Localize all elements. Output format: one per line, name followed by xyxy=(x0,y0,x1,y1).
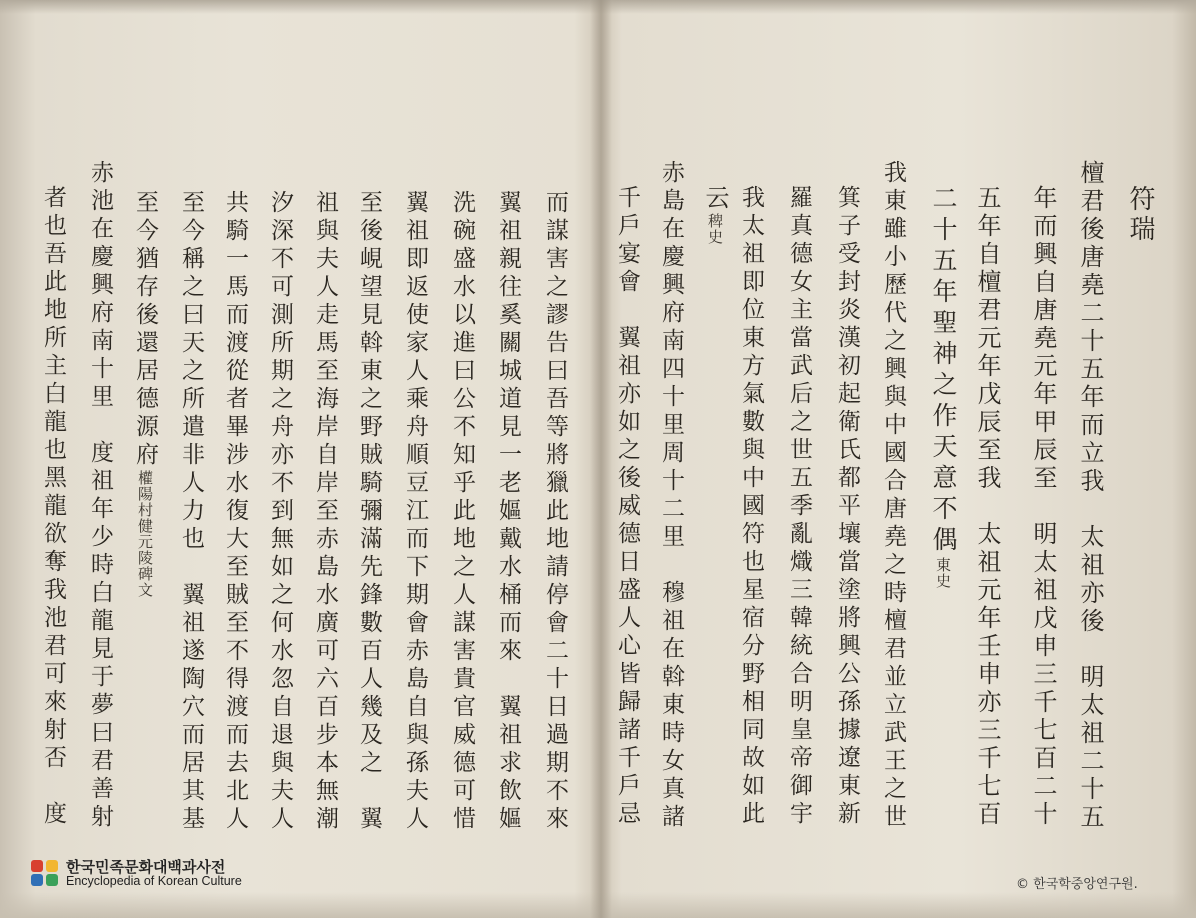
text-column: 至今猶存後還居德源府權陽村健元陵碑文 xyxy=(132,190,158,598)
text-column: 箕子受封炎漢初起衛氏都平壤當塗將興公孫據遼東新 xyxy=(834,185,860,829)
text-column: 者也吾此地所主白龍也黑龍欲奪我池君可來射否 度 xyxy=(40,185,66,829)
right-page xyxy=(600,0,1196,918)
text-column: 檀君後唐堯二十五年而立我 太祖亦後 明太祖二十五 xyxy=(1076,160,1104,832)
left-page xyxy=(0,0,596,918)
copyright-notice: © 한국학중앙연구원. xyxy=(1016,877,1138,892)
encyclopedia-logo-icon xyxy=(30,858,60,888)
text-column: 汐深不可測所期之舟亦不到無如之何水忽自退與夫人 xyxy=(267,190,293,834)
text-column: 羅真德女主當武后之世五季亂熾三韓統合明皇帝御宇 xyxy=(786,185,812,829)
source-note: 東史 xyxy=(934,557,952,589)
text-column: 祖與夫人走馬至海岸自岸至赤島水廣可六百步本無潮 xyxy=(312,190,338,834)
source-note: 稗史 xyxy=(706,213,724,245)
text-column: 二十五年聖神之作天意不偶東史 xyxy=(929,185,958,589)
text-column: 我東雖小歷代之興與中國合唐堯之時檀君並立武王之世 xyxy=(880,160,906,832)
text-column: 赤島在慶興府南四十里周十二里 穆祖在斡東時女真諸 xyxy=(658,160,684,832)
text-column: 共騎一馬而渡從者畢涉水復大至賊至不得渡而去北人 xyxy=(222,190,248,834)
logo-english-text: Encyclopedia of Korean Culture xyxy=(66,874,242,888)
page-heading: 符瑞 xyxy=(1125,185,1155,245)
text-column: 赤池在慶興府南十里 度祖年少時白龍見于夢曰君善射 xyxy=(87,160,113,832)
text-column: 至後峴望見斡東之野賊騎彌滿先鋒數百人幾及之 翼 xyxy=(356,190,382,834)
text-column: 而謀害之謬告曰吾等將獵此地請停會二十日過期不來 xyxy=(542,190,568,834)
source-note: 權陽村健元陵碑文 xyxy=(136,470,154,598)
text-column: 年而興自唐堯元年甲辰至 明太祖戊申三千七百二十 xyxy=(1029,185,1057,829)
text-column: 洗碗盛水以進曰公不知乎此地之人謀害貴官威德可惜 xyxy=(449,190,475,834)
encyclopedia-logo xyxy=(30,856,270,892)
text-column: 翼祖親往奚關城道見一老嫗戴水桶而來 翼祖求飲嫗 xyxy=(495,190,521,834)
text-column: 五年自檀君元年戊辰至我 太祖元年壬申亦三千七百 xyxy=(973,185,1001,829)
text-column: 千戶宴會 翼祖亦如之後威德日盛人心皆歸諸千戶忌 xyxy=(614,185,640,829)
logo-korean-text: 한국민족문화대백과사전 xyxy=(66,858,226,876)
text-column: 我太祖即位東方氣數與中國符也星宿分野相同故如此 xyxy=(738,185,764,829)
text-column: 云稗史 xyxy=(701,185,729,245)
text-column: 翼祖即返使家人乘舟順豆江而下期會赤島自與孫夫人 xyxy=(402,190,428,834)
text-column: 至今稱之曰天之所遣非人力也 翼祖遂陶穴而居其基 xyxy=(178,190,204,834)
